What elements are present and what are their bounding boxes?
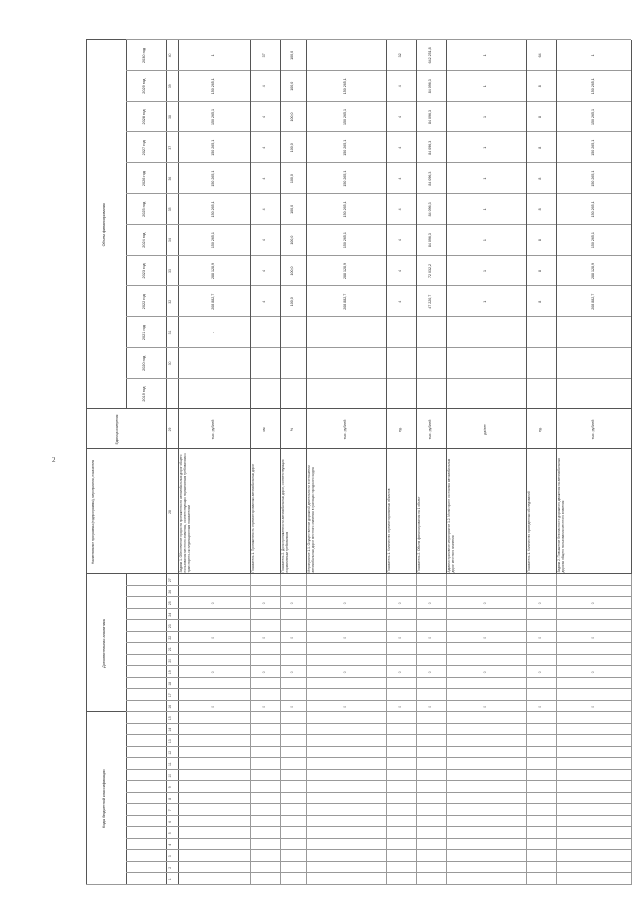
row-code-2-24: [262, 609, 268, 621]
colnum-name: 28: [168, 510, 172, 514]
row-value-4-5: 150 265,1: [343, 201, 347, 218]
row-code-2-17: [262, 690, 268, 702]
row-value-8-7: 8: [538, 146, 542, 149]
colnum-18: 18: [168, 681, 172, 686]
row-value-6-1: [428, 317, 436, 348]
row-code-8-24: [538, 609, 544, 621]
row-unit-4: тыс. рублей: [343, 419, 347, 440]
colnum-year-35: 35: [168, 207, 172, 212]
row-code-3-24: [290, 609, 296, 621]
row-value-2-9: 4: [262, 85, 266, 88]
colnum-8: 8: [168, 797, 172, 800]
row-code-5-19: 0: [398, 671, 402, 674]
row-value-8-1: [538, 317, 546, 348]
header-year-12: 2030 год: [142, 47, 146, 63]
row-value-5-2: 4: [398, 300, 402, 303]
row-code-6-19: 0: [428, 671, 432, 674]
frame-top: [86, 40, 87, 885]
header-year-3: 2021 год: [142, 325, 146, 341]
row-value-5-4: 4: [398, 239, 402, 242]
row-code-1-25: 0: [211, 602, 215, 605]
row-code-3-18: [290, 678, 296, 690]
colnum-6: 6: [168, 820, 172, 823]
row-unit-8: ед.: [538, 427, 542, 433]
row-value-7-1: [483, 317, 491, 348]
row-code-6-18: [428, 678, 434, 690]
row-code-2-23: [262, 621, 268, 633]
row-code-5-20: [398, 655, 404, 667]
row-code-4-16: 0: [343, 705, 347, 708]
row-value-6-7: 84 096,3: [428, 140, 432, 155]
row-rule-left-2: [280, 575, 281, 886]
row-value-9-1: [591, 317, 599, 348]
header-unit-column: Единица измерения: [115, 414, 119, 445]
colnum-16: 16: [168, 704, 172, 709]
row-value-4-3: 288 128,9: [343, 262, 347, 279]
row-code-5-23: [398, 621, 404, 633]
row-rule-9: [631, 40, 632, 575]
row-value-7-9: 1: [483, 85, 487, 88]
row-value-2-10: 37: [262, 53, 266, 58]
row-value-2-3: 4: [262, 269, 266, 272]
row-value-2-2: 4: [262, 300, 266, 303]
row-code-9-17: [591, 690, 597, 702]
colnum-10: 10: [168, 773, 172, 778]
row-value-5-9: 4: [398, 85, 402, 88]
row-value-8-5: 8: [538, 208, 542, 211]
colnum-27: 27: [168, 578, 172, 583]
colnum-year-30: 30: [168, 361, 172, 366]
row-value-7-10: 1: [483, 54, 487, 57]
row-code-2-16: 0: [262, 705, 266, 708]
row-value-1-1: -: [211, 331, 215, 334]
row-code-7-25: 0: [483, 602, 487, 605]
header-year-5: 2023 год: [142, 263, 146, 279]
row-unit-6: тыс. рублей: [428, 419, 432, 440]
row-code-7-24: [483, 609, 489, 621]
row-value-3-1: [290, 317, 298, 348]
colnum-11: 11: [168, 762, 172, 767]
row-value-7-7: 1: [483, 146, 487, 149]
row-value-4-1: [343, 317, 351, 348]
row-value-1-6: 150 265,1: [211, 170, 215, 187]
row-name-4: Мероприятие 1.1. Осуществление дорожной деятельности в отношении автомобильных дорог местного значения в границах городского округа: [307, 465, 315, 573]
row-code-1-20: [211, 655, 217, 667]
row-value-5-10: 32: [398, 53, 402, 58]
colnum-unit: 29: [168, 427, 172, 432]
row-code-2-18: [262, 678, 268, 690]
row-code-6-22: 0: [428, 636, 432, 639]
row-name-1: Задача 1. Обеспечение прироста протяженности автомобильных дорог общего пользования местного значения, соответствующих нормативным требованиям к транспортно-эксплуатационным показателям: [179, 453, 191, 573]
row-rule-left-6: [446, 575, 447, 886]
row-value-8-8: 8: [538, 115, 542, 118]
colnum-year-39: 39: [168, 84, 172, 89]
row-code-1-16: 0: [211, 705, 215, 708]
colnum-24: 24: [168, 612, 172, 617]
row-code-4-19: 0: [343, 671, 347, 674]
row-code-8-21: [538, 644, 544, 656]
row-value-9-6: 150 265,1: [590, 170, 595, 187]
row-code-7-26: [483, 586, 489, 598]
row-rule-left-4: [386, 575, 387, 886]
row-value-2-5: 4: [262, 208, 266, 211]
row-code-8-17: [538, 690, 544, 702]
header-year-2: 2020 год: [142, 355, 146, 371]
row-value-1-7: 150 265,1: [211, 139, 215, 156]
header-group-additional: Дополнительная аналитика: [102, 619, 106, 668]
row-value-5-1: [398, 317, 406, 348]
row-value-6-8: 84 096,3: [428, 109, 432, 124]
row-code-8-20: [538, 655, 544, 667]
row-unit-1: тыс. рублей: [211, 419, 215, 440]
row-code-8-22: 0: [538, 636, 542, 639]
row-code-9-27: [591, 575, 597, 587]
colnum-year-31: 31: [168, 330, 172, 335]
row-rule-left-3: [306, 575, 307, 886]
row-unit-3: %: [290, 427, 294, 432]
row-value-7-8: 1: [483, 115, 487, 118]
row-code-1-21: [211, 644, 217, 656]
row-code-2-26: [262, 586, 268, 598]
colnum-7: 7: [168, 809, 172, 812]
row-code-9-16: 0: [590, 705, 595, 708]
row-code-8-19: 0: [538, 671, 542, 674]
row-code-3-27: [290, 575, 296, 587]
row-code-6-23: [428, 621, 434, 633]
row-code-3-20: [290, 655, 296, 667]
row-name-6: Показатель 2. Объем финансирования на 1 объект: [417, 496, 421, 573]
row-code-4-26: [343, 586, 349, 598]
row-code-7-23: [483, 621, 489, 633]
row-code-8-16: 0: [538, 705, 542, 708]
row-code-5-17: [398, 690, 404, 702]
row-value-9-10: 1: [590, 54, 595, 57]
colnum-22: 22: [168, 635, 172, 640]
colnum-15: 15: [168, 716, 172, 721]
row-value-4-8: 150 265,1: [343, 108, 347, 125]
row-rule-left-9: [631, 575, 632, 886]
row-value-9-4: 150 265,1: [590, 232, 595, 249]
header-group-budget-codes: Коды бюджетной классификации: [102, 769, 106, 829]
row-code-1-26: [211, 586, 217, 598]
header-group-financing: Объем финансирования: [102, 203, 106, 247]
row-value-9-9: 150 265,1: [590, 78, 595, 95]
row-code-5-25: 0: [398, 602, 402, 605]
row-code-1-18: [211, 678, 217, 690]
colnum-13: 13: [168, 739, 172, 744]
colnum-year-32: 32: [168, 299, 172, 304]
row-code-9-20: [591, 655, 597, 667]
row-value-3-8: 100,0: [290, 112, 294, 122]
row-code-3-23: [290, 621, 296, 633]
row-code-8-27: [538, 575, 544, 587]
row-value-7-6: 1: [483, 177, 487, 180]
row-value-4-6: 150 265,1: [343, 170, 347, 187]
row-code-4-18: [343, 678, 349, 690]
row-code-2-27: [262, 575, 268, 587]
row-value-7-4: 1: [483, 239, 487, 242]
row-value-3-6: 100,0: [290, 174, 294, 184]
row-value-1-4: 150 265,1: [211, 232, 215, 249]
row-value-3-3: 100,0: [290, 266, 294, 276]
row-value-9-2: 208 882,7: [590, 293, 595, 310]
row-code-4-23: [343, 621, 349, 633]
row-code-7-22: 0: [483, 636, 487, 639]
colnum-26: 26: [168, 589, 172, 594]
row-code-9-25: 0: [590, 602, 595, 605]
colnum-12: 12: [168, 750, 172, 755]
row-code-1-19: 0: [211, 671, 215, 674]
row-value-6-4: 84 096,3: [428, 233, 432, 248]
row-code-1-23: [211, 621, 217, 633]
row-value-1-2: 208 882,7: [211, 293, 215, 310]
row-code-4-24: [343, 609, 349, 621]
row-code-3-21: [290, 644, 296, 656]
row-value-6-6: 84 096,3: [428, 171, 432, 186]
row-value-1-10: 1: [211, 54, 215, 57]
row-code-6-16: 0: [428, 705, 432, 708]
header-year-4: 2022 год: [142, 294, 146, 310]
row-value-6-9: 84 096,3: [428, 79, 432, 94]
colnum-5: 5: [168, 832, 172, 835]
row-unit-2: км: [262, 427, 266, 432]
row-rule-5: [416, 40, 417, 575]
row-code-5-16: 0: [398, 705, 402, 708]
colnum-year-37: 37: [168, 145, 172, 150]
row-value-5-6: 4: [398, 177, 402, 180]
row-code-3-26: [290, 586, 296, 598]
row-value-6-10: 642 251,8: [428, 47, 432, 64]
row-code-1-22: 0: [211, 636, 215, 639]
row-rule-left-5: [416, 575, 417, 886]
row-value-1-5: 150 265,1: [211, 201, 215, 218]
row-code-5-18: [398, 678, 404, 690]
row-value-9-7: 150 265,1: [590, 139, 595, 156]
row-code-7-16: 0: [483, 705, 487, 708]
row-code-8-26: [538, 586, 544, 598]
row-code-5-21: [398, 644, 404, 656]
row-value-7-5: 1: [483, 208, 487, 211]
row-name-7: Административное мероприятие 1.2. Мониторинг состояния автомобильных дорог местного значения: [447, 458, 455, 573]
row-value-2-7: 4: [262, 146, 266, 149]
row-code-6-20: [428, 655, 434, 667]
colnum-1: 1: [168, 878, 172, 881]
row-code-3-22: 0: [290, 636, 294, 639]
colnum-23: 23: [168, 624, 172, 629]
rotated-table-sheet: [86, 40, 631, 885]
row-value-1-8: 150 265,1: [211, 108, 215, 125]
row-code-7-19: 0: [483, 671, 487, 674]
row-code-4-27: [343, 575, 349, 587]
row-code-6-24: [428, 609, 434, 621]
row-value-2-1: [262, 317, 270, 348]
colnum-25: 25: [168, 601, 172, 606]
row-code-1-17: [211, 690, 217, 702]
row-code-1-27: [211, 575, 217, 587]
row-code-5-22: 0: [398, 636, 402, 639]
row-code-3-19: 0: [290, 671, 294, 674]
row-value-1-9: 150 265,1: [211, 78, 215, 95]
row-value-8-10: 64: [538, 53, 542, 58]
row-value-4-9: 150 265,1: [343, 78, 347, 95]
row-value-6-3: 72 032,2: [428, 263, 432, 278]
row-value-8-3: 8: [538, 269, 542, 272]
row-code-6-27: [428, 575, 434, 587]
row-code-4-17: [343, 690, 349, 702]
colnum-17: 17: [168, 693, 172, 698]
row-value-4-7: 150 265,1: [343, 139, 347, 156]
row-unit-5: ед.: [398, 427, 402, 433]
row-name-8: Показатель 1. Количество проведенных обследований: [527, 491, 531, 573]
row-code-7-18: [483, 678, 489, 690]
colnum-20: 20: [168, 658, 172, 663]
header-year-8: 2026 год: [142, 171, 146, 187]
row-value-5-5: 4: [398, 208, 402, 211]
row-code-4-21: [343, 644, 349, 656]
row-code-2-22: 0: [262, 636, 266, 639]
row-value-3-7: 100,0: [290, 143, 294, 153]
row-unit-7: да/нет: [483, 424, 487, 435]
colnum-year-34: 34: [168, 238, 172, 243]
row-code-6-26: [428, 586, 434, 598]
row-code-8-23: [538, 621, 544, 633]
colnum-19: 19: [168, 670, 172, 675]
row-value-3-5: 100,0: [290, 204, 294, 214]
header-year-6: 2024 год: [142, 232, 146, 248]
row-code-5-26: [398, 586, 404, 598]
row-value-7-2: 1: [483, 300, 487, 303]
row-value-3-9: 100,0: [290, 81, 294, 91]
row-value-3-4: 100,0: [290, 235, 294, 245]
row-value-8-4: 8: [538, 239, 542, 242]
colnum-year-36: 36: [168, 176, 172, 181]
program-table: [86, 40, 631, 885]
row-value-4-10: [343, 40, 351, 71]
row-code-9-19: 0: [590, 671, 595, 674]
row-value-9-5: 150 265,1: [590, 201, 595, 218]
row-value-2-4: 4: [262, 239, 266, 242]
row-name-2: Показатель 1. Протяженность отремонтированных автомобильных дорог: [251, 463, 255, 573]
row-code-3-17: [290, 690, 296, 702]
row-code-9-26: [591, 586, 597, 598]
colnum-year-33: 33: [168, 269, 172, 273]
row-value-6-2: 47 220,7: [428, 294, 432, 309]
row-code-8-25: 0: [538, 602, 542, 605]
row-code-4-20: [343, 655, 349, 667]
row-code-6-17: [428, 690, 434, 702]
row-code-4-25: 0: [343, 602, 347, 605]
row-value-5-3: 4: [398, 269, 402, 272]
row-name-5: Показатель 1. Количество отремонтированных объектов: [387, 488, 391, 573]
colnum-2: 2: [168, 866, 172, 869]
header-year-9: 2027 год: [142, 140, 146, 156]
colnum-9: 9: [168, 786, 172, 789]
row-code-9-22: 0: [590, 636, 595, 639]
row-value-3-10: 100,0: [290, 50, 294, 60]
row-value-6-5: 84 096,3: [428, 202, 432, 217]
row-value-5-7: 4: [398, 146, 402, 149]
row-name-9: Задача 2. Повышение безопасности дорожного движения на автомобильных дорогах общего пользования местного значения: [557, 458, 565, 573]
colnum-3: 3: [168, 855, 172, 858]
row-code-4-22: 0: [343, 636, 347, 639]
header-year-7: 2025 год: [142, 201, 146, 217]
row-rule-left-1: [250, 575, 251, 886]
row-code-7-20: [483, 655, 489, 667]
row-code-2-19: 0: [262, 671, 266, 674]
row-value-8-2: 8: [538, 300, 542, 303]
row-name-3: Показатель 2. Доля протяженности автомобильных дорог, соответствующих нормативным требованиям: [281, 459, 289, 573]
row-code-7-27: [483, 575, 489, 587]
row-value-7-3: 1: [483, 269, 487, 272]
row-code-9-24: [591, 609, 597, 621]
row-code-7-21: [483, 644, 489, 656]
row-code-2-21: [262, 644, 268, 656]
row-code-5-24: [398, 609, 404, 621]
row-code-3-16: 0: [290, 705, 294, 708]
row-value-8-6: 8: [538, 177, 542, 180]
row-code-9-21: [591, 644, 597, 656]
colnum-14: 14: [168, 727, 172, 732]
row-value-9-8: 150 265,1: [590, 108, 595, 125]
colnum-21: 21: [168, 647, 172, 652]
row-code-1-24: [211, 609, 217, 621]
row-code-9-18: [591, 678, 597, 690]
row-code-3-25: 0: [290, 602, 294, 605]
header-year-10: 2028 год: [142, 109, 146, 125]
row-code-8-18: [538, 678, 544, 690]
row-value-2-8: 4: [262, 115, 266, 118]
row-code-6-21: [428, 644, 434, 656]
row-code-5-27: [398, 575, 404, 587]
row-value-9-3: 288 128,9: [590, 262, 595, 279]
page-number: 2: [52, 456, 56, 464]
row-value-4-4: 150 265,1: [343, 232, 347, 249]
row-rule-left-8: [556, 575, 557, 886]
row-value-5-8: 4: [398, 115, 402, 118]
header-name-column: Наименование программы (подпрограммы), мероприятия, показателя: [91, 459, 95, 565]
header-year-11: 2029 год: [142, 78, 146, 94]
row-value-2-6: 4: [262, 177, 266, 180]
colnum-year-38: 38: [168, 115, 172, 119]
colnum-4: 4: [168, 843, 172, 846]
row-value-8-9: 8: [538, 85, 542, 88]
row-code-2-25: 0: [262, 602, 266, 605]
header-mid-rule-years: [126, 40, 127, 410]
row-rule-left-7: [526, 575, 527, 886]
row-value-1-3: 288 128,9: [211, 262, 215, 279]
colnum-year-40: 40: [168, 53, 172, 58]
row-code-6-25: 0: [428, 602, 432, 605]
row-code-9-23: [591, 621, 597, 633]
row-code-7-17: [483, 690, 489, 702]
row-value-4-2: 208 882,7: [343, 293, 347, 310]
row-unit-9: тыс. рублей: [590, 419, 595, 440]
header-year-1: 2019 год: [142, 386, 146, 402]
row-value-3-2: 100,0: [290, 297, 294, 307]
row-code-2-20: [262, 655, 268, 667]
